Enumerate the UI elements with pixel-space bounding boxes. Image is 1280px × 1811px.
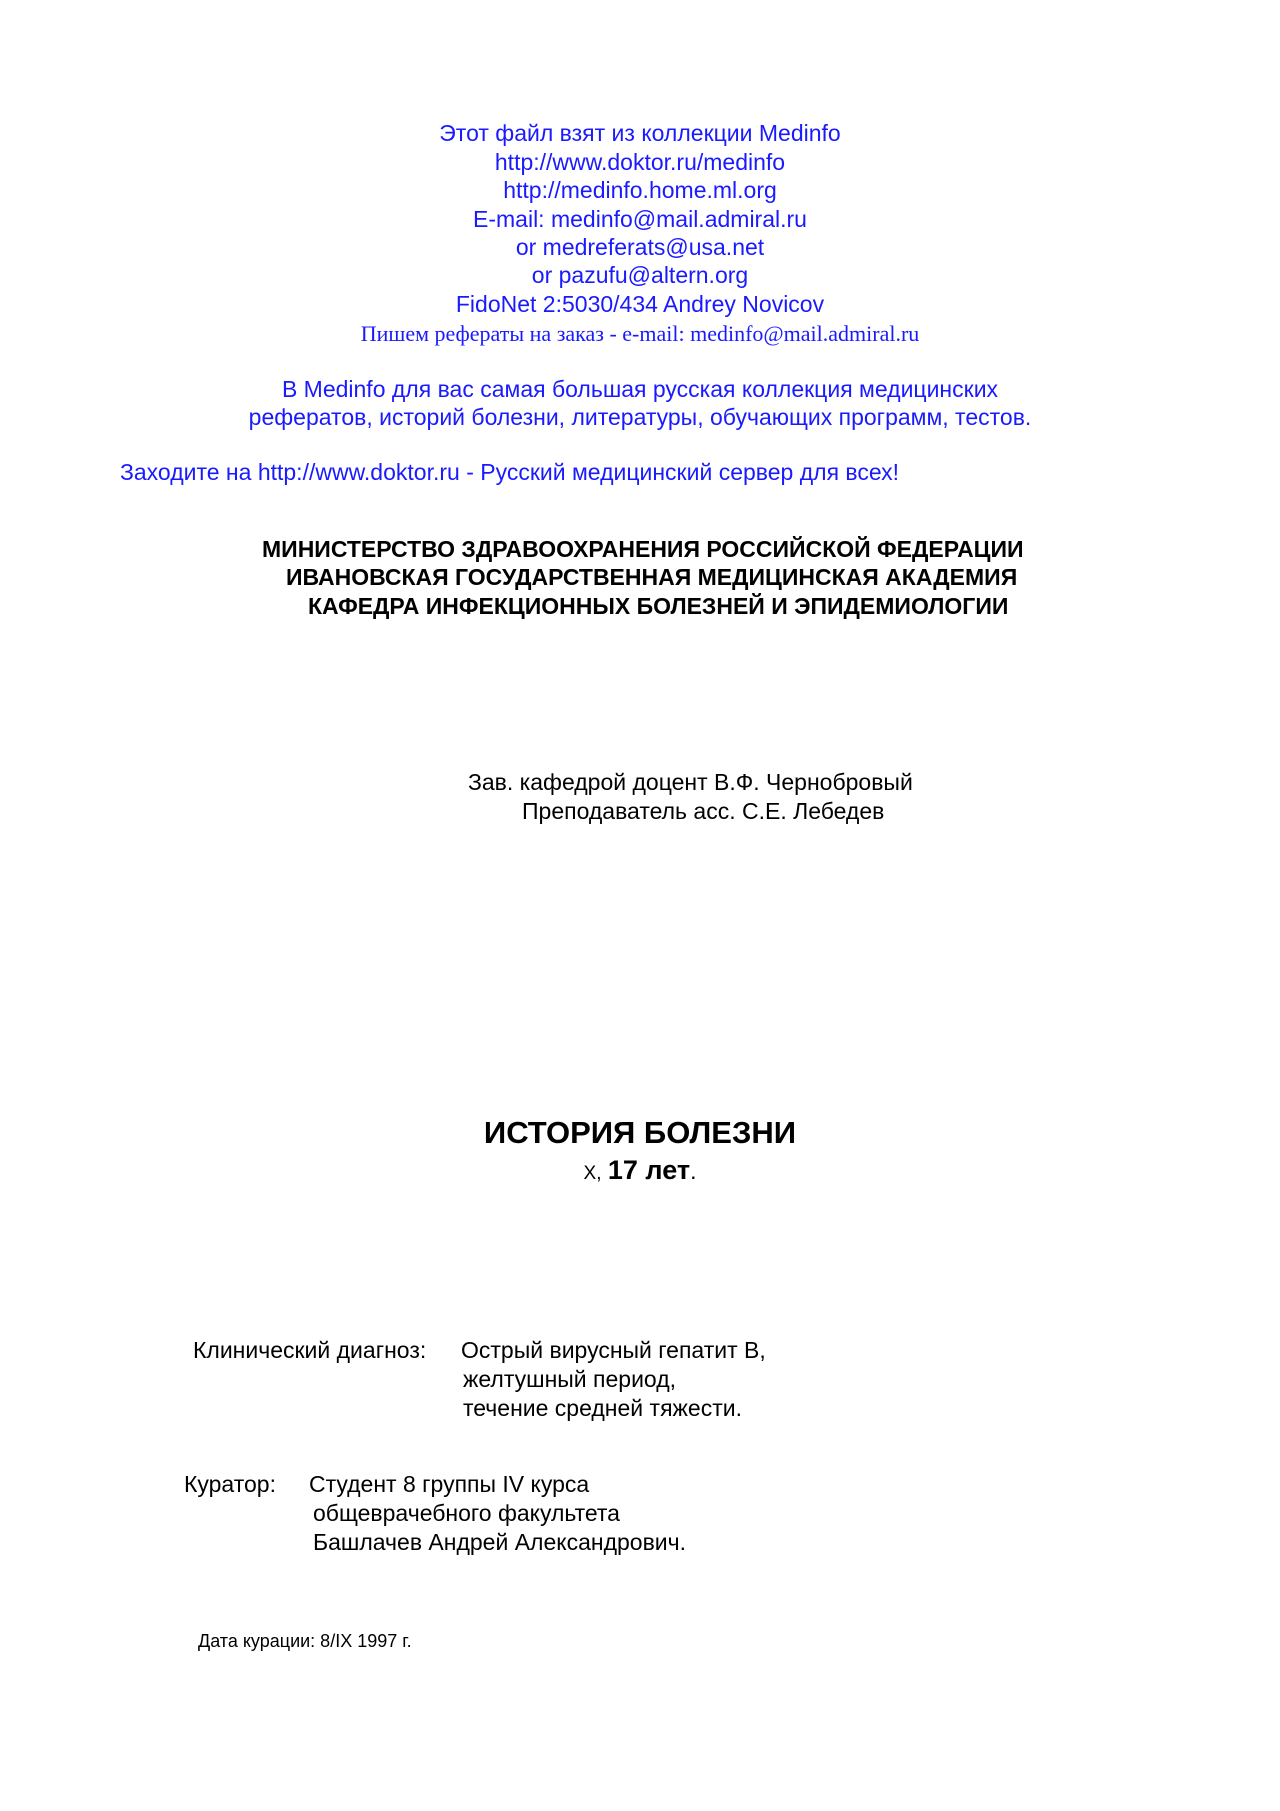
diagnosis-line-2: желтушный период,	[463, 1366, 677, 1392]
patient-name: Х,	[583, 1163, 602, 1184]
curation-date: Дата курации: 8/IX 1997 г.	[198, 1631, 412, 1651]
medinfo-line-1: Этот файл взят из коллекции Medinfo	[439, 120, 841, 146]
medinfo-url-home[interactable]: http://medinfo.home.ml.org	[503, 177, 777, 203]
document-title: ИСТОРИЯ БОЛЕЗНИ	[483, 1115, 797, 1150]
promo-line-1: В Medinfo для вас самая большая русская коллекция медицинских	[281, 376, 999, 402]
patient-line	[0, 1155, 1280, 1186]
curator-line-2: общеврачебного факультета	[313, 1500, 620, 1526]
medinfo-fidonet: FidoNet 2:5030/434 Andrey Novicov	[455, 291, 825, 317]
teacher: Преподаватель асс. С.Е. Лебедев	[522, 798, 885, 824]
visit-line[interactable]: Заходите на http://www.doktor.ru - Русский медицинский сервер для всех!	[120, 459, 900, 485]
diagnosis-label: Клинический диагноз:	[193, 1337, 427, 1363]
ministry-name: МИНИСТЕРСТВО ЗДРАВООХРАНЕНИЯ РОССИЙСКОЙ ФЕДЕРАЦИИ	[262, 536, 1024, 562]
department-head: Зав. кафедрой доцент В.Ф. Чернобровый	[468, 769, 913, 795]
order-line: Пишем рефераты на заказ - e-mail: medinfo@mail.admiral.ru	[360, 321, 920, 346]
patient-line-dot: .	[690, 1158, 697, 1184]
medinfo-url-doktor[interactable]: http://www.doktor.ru/medinfo	[494, 149, 786, 175]
department-name: КАФЕДРА ИНФЕКЦИОННЫХ БОЛЕЗНЕЙ И ЭПИДЕМИОЛОГИИ	[308, 593, 1009, 619]
curator-label: Куратор:	[184, 1471, 276, 1497]
promo-line-2: рефератов, историй болезни, литературы, обучающих программ, тестов.	[248, 404, 1032, 430]
diagnosis-line-3: течение средней тяжести.	[463, 1395, 742, 1421]
medinfo-email-alt-2[interactable]: or pazufu@altern.org	[531, 262, 749, 288]
medinfo-email[interactable]: E-mail: medinfo@mail.admiral.ru	[473, 206, 807, 232]
curator-line-1: Студент 8 группы IV курса	[309, 1471, 590, 1497]
curator-line-3: Башлачев Андрей Александрович.	[313, 1529, 687, 1555]
patient-age: 17 лет	[607, 1155, 691, 1185]
academy-name: ИВАНОВСКАЯ ГОСУДАРСТВЕННАЯ МЕДИЦИНСКАЯ АКАДЕМИЯ	[286, 564, 1018, 590]
medinfo-email-alt-1[interactable]: or medreferats@usa.net	[515, 234, 765, 260]
diagnosis-line-1: Острый вирусный гепатит В,	[461, 1337, 766, 1363]
